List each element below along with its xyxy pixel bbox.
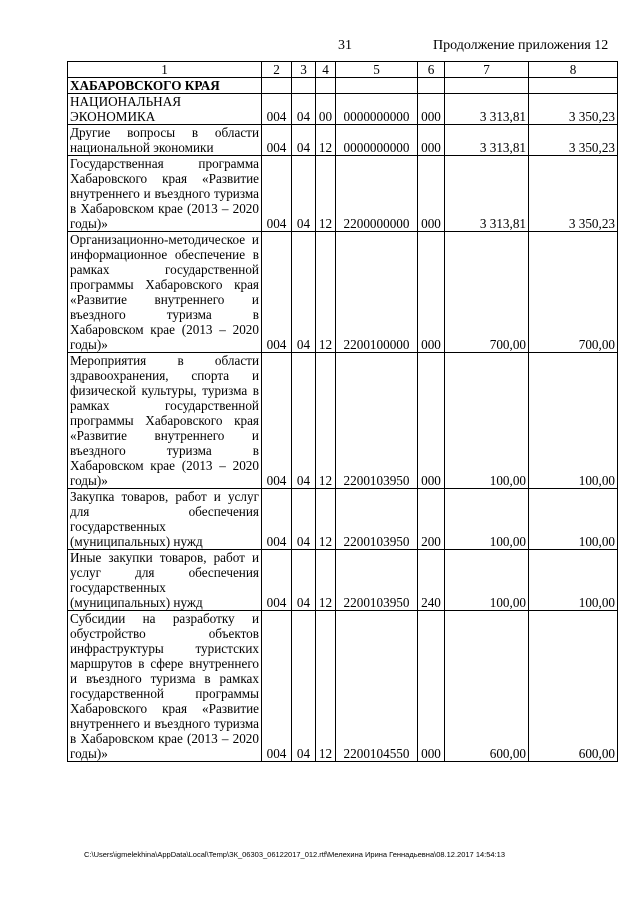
target-code-cell: 2200100000 — [336, 232, 418, 353]
amount-2018-cell: 100,00 — [445, 353, 529, 489]
row-name-cell: Другие вопросы в области национальной экономики — [68, 125, 262, 156]
amount-2019-cell: 600,00 — [529, 611, 618, 762]
row-name-cell: ХАБАРОВСКОГО КРАЯ — [68, 78, 262, 94]
table-row — [68, 489, 618, 550]
target-code-cell: 0000000000 — [336, 94, 418, 125]
table-row — [68, 156, 618, 232]
expense-type-cell: 000 — [418, 156, 445, 232]
target-code-cell: 2200000000 — [336, 156, 418, 232]
continuation-label: Продолжение приложения 12 — [433, 38, 609, 53]
table-row — [68, 94, 618, 125]
table-row — [68, 232, 618, 353]
amount-2019-cell — [529, 78, 618, 94]
ministry-code-cell: 004 — [262, 550, 292, 611]
column-header: 7 — [445, 62, 529, 78]
section-code-cell: 04 — [292, 232, 316, 353]
column-header: 8 — [529, 62, 618, 78]
target-code-cell: 2200103950 — [336, 550, 418, 611]
expense-type-cell: 000 — [418, 94, 445, 125]
section-code-cell: 04 — [292, 550, 316, 611]
row-name-cell: Организационно-методическое и информационное обеспечение в рамках государственной программы Хабаровского края «Развитие внутреннего и въездного туризма в Хабаровском крае (2013 – 2020 годы)» — [68, 232, 262, 353]
ministry-code-cell: 004 — [262, 611, 292, 762]
table-row — [68, 611, 618, 762]
ministry-code-cell — [262, 78, 292, 94]
row-name-cell: Субсидии на разработку и обустройство объектов инфраструктуры туристских маршрутов в сфере внутреннего и въездного туризма в рамках государственной программы Хабаровского края «Развитие внутреннего и въездного туризма в Хабаровском крае (2013 – 2020 годы)» — [68, 611, 262, 762]
amount-2018-cell: 3 313,81 — [445, 125, 529, 156]
amount-2018-cell: 100,00 — [445, 489, 529, 550]
expense-type-cell: 200 — [418, 489, 445, 550]
expense-type-cell: 000 — [418, 353, 445, 489]
ministry-code-cell: 004 — [262, 232, 292, 353]
amount-2018-cell: 100,00 — [445, 550, 529, 611]
target-code-cell: 2200103950 — [336, 353, 418, 489]
expense-type-cell: 000 — [418, 232, 445, 353]
expense-type-cell: 000 — [418, 125, 445, 156]
ministry-code-cell: 004 — [262, 94, 292, 125]
target-code-cell: 2200104550 — [336, 611, 418, 762]
page-number: 31 — [338, 38, 352, 53]
amount-2019-cell: 3 350,23 — [529, 156, 618, 232]
column-header: 5 — [336, 62, 418, 78]
ministry-code-cell: 004 — [262, 489, 292, 550]
budget-table — [67, 61, 618, 762]
amount-2019-cell: 3 350,23 — [529, 94, 618, 125]
subsection-code-cell: 12 — [316, 550, 336, 611]
amount-2019-cell: 100,00 — [529, 353, 618, 489]
subsection-code-cell: 00 — [316, 94, 336, 125]
row-name-cell: Закупка товаров, работ и услуг для обеспечения государственных (муниципальных) нужд — [68, 489, 262, 550]
section-code-cell: 04 — [292, 353, 316, 489]
amount-2019-cell: 100,00 — [529, 489, 618, 550]
amount-2018-cell — [445, 78, 529, 94]
expense-type-cell — [418, 78, 445, 94]
section-code-cell: 04 — [292, 489, 316, 550]
section-code-cell: 04 — [292, 94, 316, 125]
table-row — [68, 550, 618, 611]
target-code-cell: 2200103950 — [336, 489, 418, 550]
row-name-cell: Государственная программа Хабаровского края «Развитие внутреннего и въездного туризма в Хабаровском крае (2013 – 2020 годы)» — [68, 156, 262, 232]
section-code-cell: 04 — [292, 611, 316, 762]
ministry-code-cell: 004 — [262, 156, 292, 232]
column-header: 6 — [418, 62, 445, 78]
amount-2019-cell: 100,00 — [529, 550, 618, 611]
ministry-code-cell: 004 — [262, 125, 292, 156]
header-row — [68, 62, 618, 78]
amount-2019-cell: 3 350,23 — [529, 125, 618, 156]
amount-2018-cell: 3 313,81 — [445, 94, 529, 125]
target-code-cell — [336, 78, 418, 94]
amount-2018-cell: 700,00 — [445, 232, 529, 353]
amount-2018-cell: 3 313,81 — [445, 156, 529, 232]
table-row — [68, 125, 618, 156]
subsection-code-cell: 12 — [316, 125, 336, 156]
subsection-code-cell: 12 — [316, 156, 336, 232]
table-row — [68, 78, 618, 94]
target-code-cell: 0000000000 — [336, 125, 418, 156]
subsection-code-cell: 12 — [316, 232, 336, 353]
table-row — [68, 353, 618, 489]
section-code-cell: 04 — [292, 125, 316, 156]
section-code-cell — [292, 78, 316, 94]
expense-type-cell: 000 — [418, 611, 445, 762]
section-code-cell: 04 — [292, 156, 316, 232]
row-name-cell: НАЦИОНАЛЬНАЯ ЭКОНОМИКА — [68, 94, 262, 125]
row-name-cell: Мероприятия в области здравоохранения, спорта и физической культуры, туризма в рамках государственной программы Хабаровского края «Развитие внутреннего и въездного туризма в Хабаровском крае (2013 – 2020 годы)» — [68, 353, 262, 489]
amount-2019-cell: 700,00 — [529, 232, 618, 353]
subsection-code-cell: 12 — [316, 353, 336, 489]
expense-type-cell: 240 — [418, 550, 445, 611]
column-header: 3 — [292, 62, 316, 78]
subsection-code-cell: 12 — [316, 611, 336, 762]
column-header: 4 — [316, 62, 336, 78]
subsection-code-cell — [316, 78, 336, 94]
amount-2018-cell: 600,00 — [445, 611, 529, 762]
column-header: 2 — [262, 62, 292, 78]
row-name-cell: Иные закупки товаров, работ и услуг для обеспечения государственных (муниципальных) нужд — [68, 550, 262, 611]
column-header: 1 — [68, 62, 262, 78]
subsection-code-cell: 12 — [316, 489, 336, 550]
footer-path: C:\Users\igmelekhina\AppData\Local\Temp\ЗК_06303_06122017_012.rtf\Мелехина Ирина Геннадьевна\08.12.2017 14:54:13 — [84, 850, 506, 859]
ministry-code-cell: 004 — [262, 353, 292, 489]
